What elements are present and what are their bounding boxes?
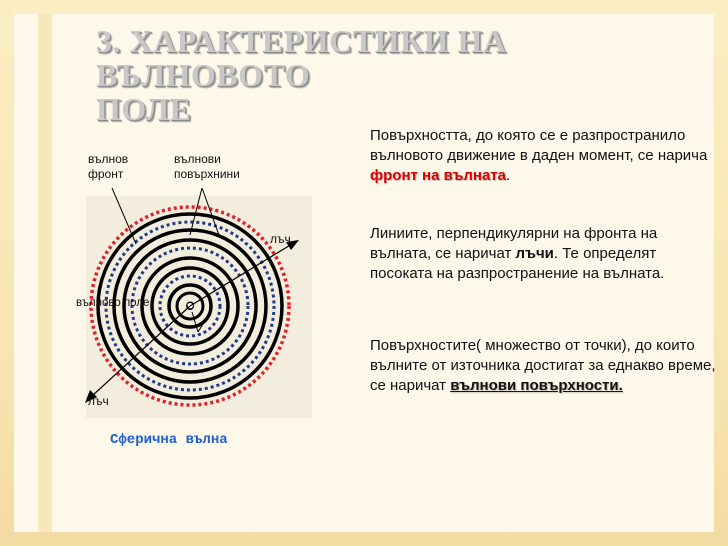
label-wave-field: вълново поле <box>76 297 150 309</box>
label-source: О <box>186 300 195 312</box>
p3-text: Повърхностите( множество от точки), до които вълните от източника достигат за еднакво време, се наричат <box>370 337 716 394</box>
slide-title <box>96 24 696 126</box>
decorative-bar <box>38 14 52 532</box>
p2-end: . Те определят посоката на разпространение на вълната. <box>370 245 665 282</box>
title-line-1: 3. ХАРАКТЕРИСТИКИ НА ВЪЛНОВОТО <box>96 23 507 93</box>
pointer-line <box>112 188 136 244</box>
pointer-line <box>190 188 202 235</box>
title-line-2: ПОЛЕ <box>96 91 192 127</box>
p1-end: . <box>506 167 511 184</box>
diagram-caption: Сферична вълна <box>110 432 228 448</box>
label-wave-front: вълнов фронт <box>88 152 129 181</box>
label-ray-bottom: лъч <box>88 394 109 408</box>
p1-text: Повърхността, до която се е разпространило вълновото движение в даден момент, се нарича <box>370 127 708 164</box>
spherical-wave-diagram <box>70 140 320 430</box>
paragraph-wave-front <box>370 126 720 186</box>
paragraph-rays <box>370 224 720 284</box>
term-wave-front: фронт на вълната <box>370 167 506 184</box>
term-wave-surfaces: вълнови повърхности. <box>450 377 623 394</box>
angle-mark <box>192 312 198 332</box>
p2-text: Линиите, перпендикулярни на фронта на вълната, се наричат <box>370 225 658 262</box>
paragraph-wave-surfaces <box>370 336 720 396</box>
label-ray-top: лъч <box>270 232 291 246</box>
term-rays: лъчи <box>515 245 554 262</box>
label-wave-surfaces: вълнови повърхнини <box>174 152 240 181</box>
